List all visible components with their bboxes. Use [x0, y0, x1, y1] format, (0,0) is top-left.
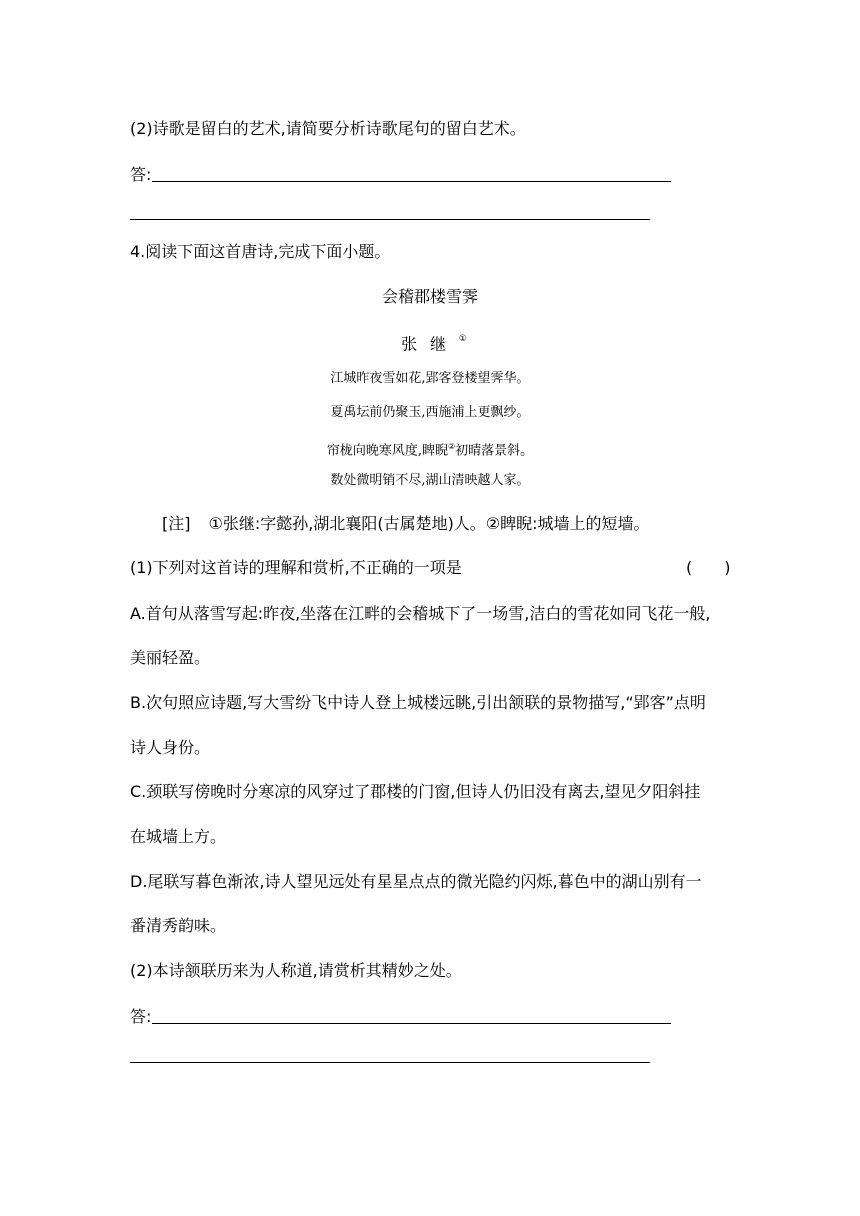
poem-line — [0, 437, 860, 461]
option-d-cont: 番清秀韵味。 — [130, 916, 227, 935]
option-c[interactable]: C.颈联写傍晚时分寒凉的风穿过了郡楼的门窗,但诗人仍旧没有离去,望见夕阳斜挂 — [130, 782, 701, 801]
question-text: (1)下列对这首诗的理解和赏析,不正确的一项是 — [130, 558, 462, 577]
option-a-cont: 美丽轻盈。 — [130, 648, 211, 667]
answer-underline — [152, 181, 671, 182]
answer-line[interactable] — [130, 164, 675, 186]
answer-blank-line[interactable] — [130, 219, 650, 220]
answer-line[interactable] — [130, 1006, 675, 1028]
option-d[interactable]: D.尾联写暮色渐浓,诗人望见远处有星星点点的微光隐约闪烁,暮色中的湖山别有一 — [130, 872, 702, 891]
poem-line: 夏禹坛前仍聚玉,西施浦上更飘纱。 — [330, 405, 530, 420]
option-a[interactable]: A.首句从落雪写起:昨夜,坐落在江畔的会稽城下了一场雪,洁白的雪花如同飞花一般, — [130, 604, 711, 623]
note-label: [注] — [162, 514, 191, 533]
poem-title: 会稽郡楼雪霁 — [381, 287, 478, 306]
answer-underline — [152, 1023, 671, 1024]
poem-line: 江城昨夜雪如花,郢客登楼望霁华。 — [330, 371, 530, 386]
option-c-cont: 在城墙上方。 — [130, 827, 227, 846]
option-b-cont: 诗人身份。 — [130, 738, 211, 757]
answer-label: 答: — [130, 165, 152, 184]
note-text: ①张继:字懿孙,湖北襄阳(古属楚地)人。②睥睨:城墙上的短墙。 — [208, 514, 650, 533]
poem-line-part: 初晴落景斜。 — [455, 443, 534, 459]
question-text: (2)诗歌是留白的艺术,请简要分析诗歌尾句的留白艺术。 — [130, 119, 526, 138]
answer-bracket[interactable]: ( ) — [686, 558, 731, 577]
poem-author — [0, 330, 860, 355]
option-b[interactable]: B.次句照应诗题,写大雪纷飞中诗人登上城楼远眺,引出颔联的景物描写,“郢客”点明 — [130, 693, 706, 712]
poem-line-part: 帘栊向晚寒风度,睥睨 — [326, 443, 448, 459]
note-mark: ① — [458, 334, 467, 344]
answer-blank-line[interactable] — [130, 1062, 650, 1063]
poem-author-name: 张继 — [401, 334, 459, 354]
question-heading: 4.阅读下面这首唐诗,完成下面小题。 — [130, 242, 391, 261]
answer-label: 答: — [130, 1007, 152, 1026]
poem-line: 数处微明销不尽,湖山清映越人家。 — [330, 473, 530, 488]
note-mark: ② — [447, 442, 456, 451]
question-text: (2)本诗颔联历来为人称道,请赏析其精妙之处。 — [130, 961, 462, 980]
note — [162, 513, 650, 535]
